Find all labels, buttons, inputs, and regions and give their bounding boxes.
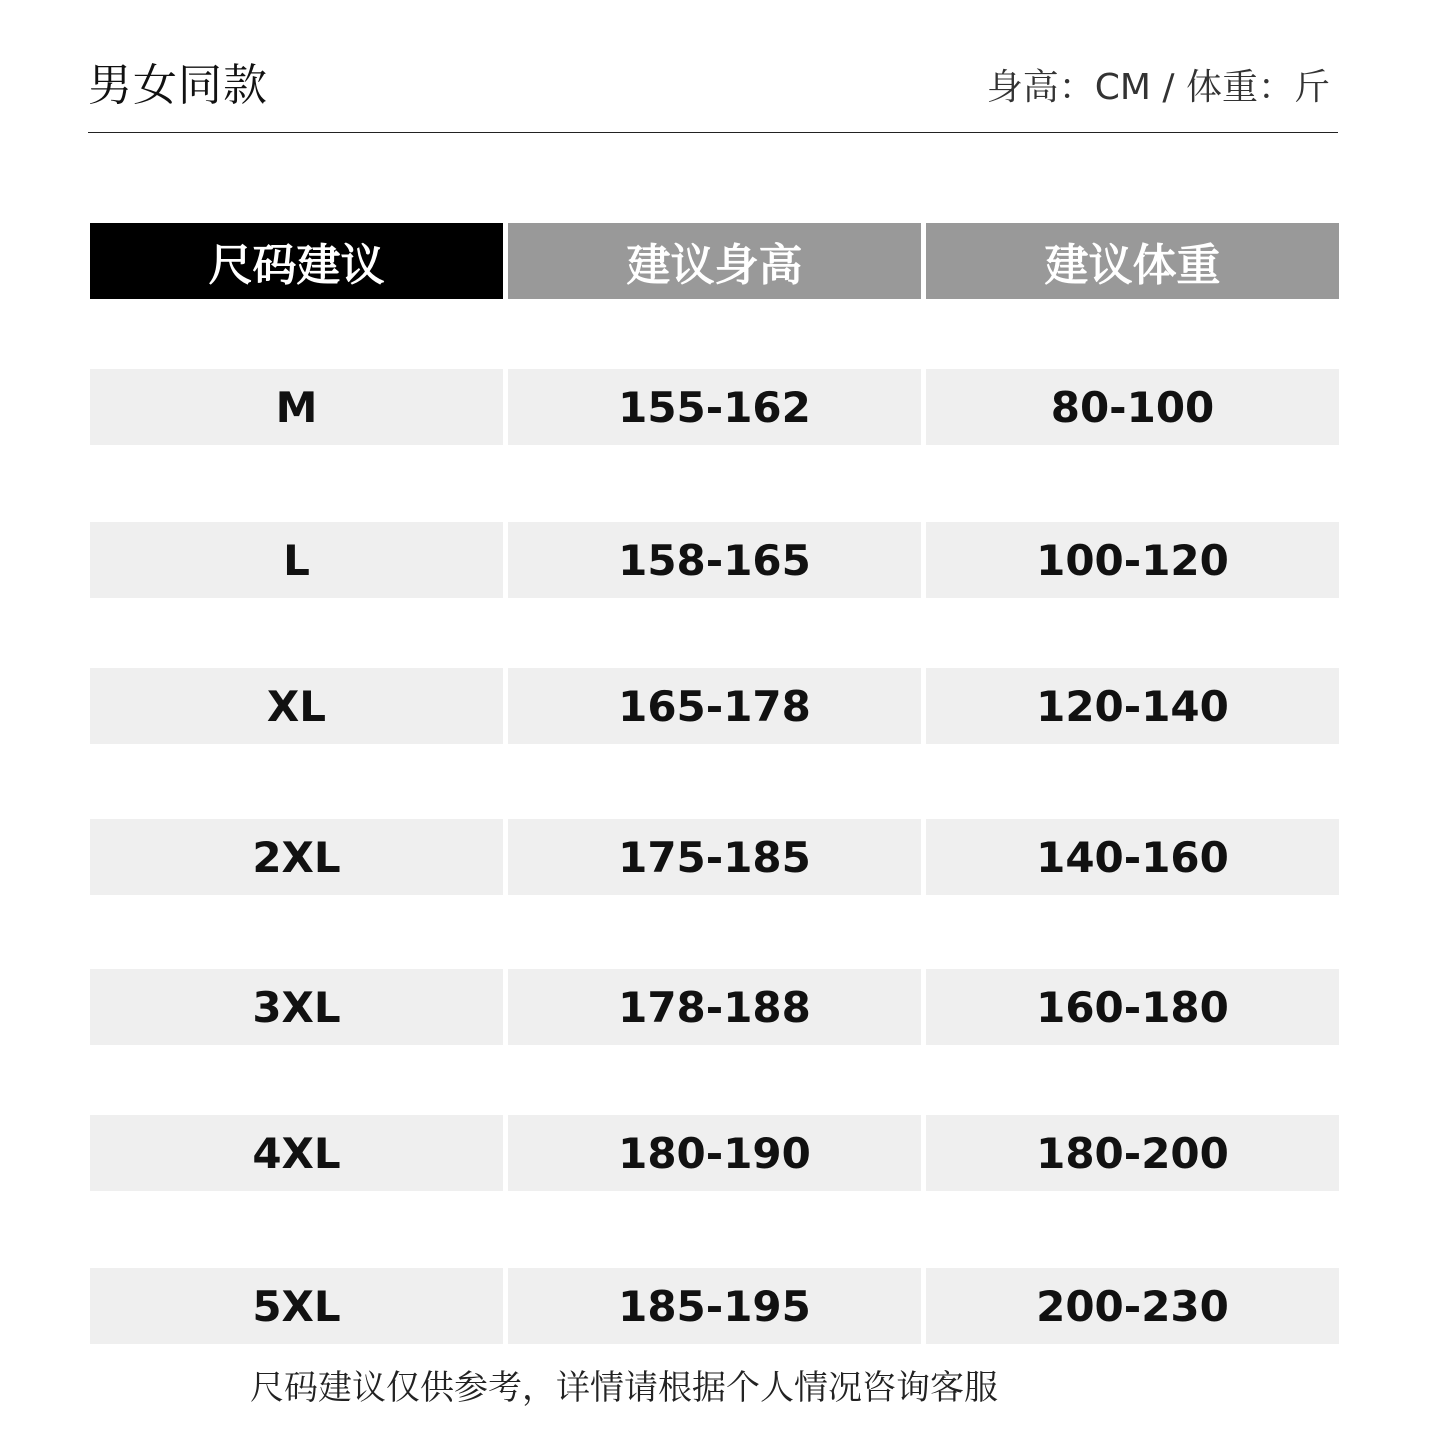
table-row: [0, 1115, 1440, 1191]
size-cell: 5XL: [90, 1268, 503, 1344]
size-cell: 2XL: [90, 819, 503, 895]
column-header-weight: 建议体重: [926, 223, 1339, 299]
size-cell: 4XL: [90, 1115, 503, 1191]
unit-note: 身高：CM / 体重：斤: [986, 67, 1330, 108]
height-cell: 165-178: [508, 668, 921, 744]
column-header-height: 建议身高: [508, 223, 921, 299]
table-row: [0, 969, 1440, 1045]
header-bar: [88, 0, 1338, 133]
height-cell: 175-185: [508, 819, 921, 895]
size-cell: M: [90, 369, 503, 445]
size-cell: XL: [90, 668, 503, 744]
table-row: [0, 1268, 1440, 1344]
table-row: [0, 369, 1440, 445]
weight-cell: 200-230: [926, 1268, 1339, 1344]
weight-cell: 180-200: [926, 1115, 1339, 1191]
weight-cell: 140-160: [926, 819, 1339, 895]
weight-cell: 160-180: [926, 969, 1339, 1045]
height-cell: 178-188: [508, 969, 921, 1045]
table-row: [0, 668, 1440, 744]
weight-cell: 120-140: [926, 668, 1339, 744]
height-cell: 155-162: [508, 369, 921, 445]
weight-cell: 100-120: [926, 522, 1339, 598]
size-cell: L: [90, 522, 503, 598]
page-title: 男女同款: [88, 60, 268, 111]
height-cell: 158-165: [508, 522, 921, 598]
weight-cell: 80-100: [926, 369, 1339, 445]
table-row: [0, 522, 1440, 598]
height-cell: 185-195: [508, 1268, 921, 1344]
size-cell: 3XL: [90, 969, 503, 1045]
table-row: [0, 819, 1440, 895]
disclaimer-note: 尺码建议仅供参考，详情请根据个人情况咨询客服: [250, 1368, 998, 1408]
column-header-size: 尺码建议: [90, 223, 503, 299]
height-cell: 180-190: [508, 1115, 921, 1191]
